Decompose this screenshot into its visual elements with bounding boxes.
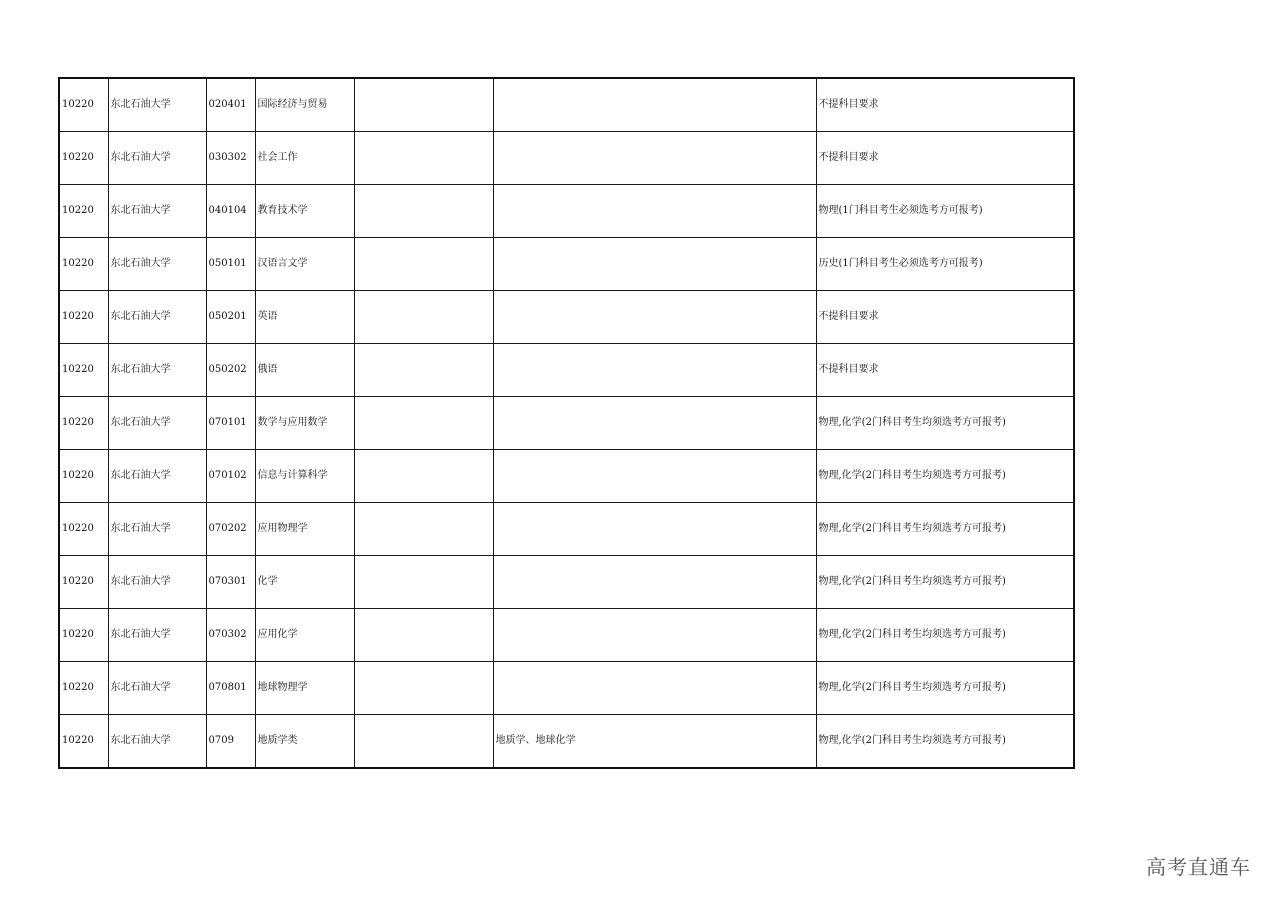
table-row: [59, 662, 1074, 715]
note-cell: [354, 397, 493, 450]
includes-cell: [493, 185, 816, 238]
table-row: [59, 78, 1074, 132]
school-code-cell: 10220: [59, 238, 108, 291]
major-code-cell: 070202: [206, 503, 255, 556]
note-cell: [354, 450, 493, 503]
school-code-cell: 10220: [59, 662, 108, 715]
school-name-cell: 东北石油大学: [108, 715, 206, 769]
school-code-cell: 10220: [59, 556, 108, 609]
table-row: [59, 132, 1074, 185]
requirement-cell: 物理,化学(2门科目考生均须选考方可报考): [816, 715, 1074, 769]
note-cell: [354, 78, 493, 132]
major-name-cell: 地质学类: [255, 715, 354, 769]
major-code-cell: 030302: [206, 132, 255, 185]
major-name-cell: 地球物理学: [255, 662, 354, 715]
major-name-cell: 化学: [255, 556, 354, 609]
note-cell: [354, 715, 493, 769]
note-cell: [354, 503, 493, 556]
note-cell: [354, 132, 493, 185]
major-name-cell: 教育技术学: [255, 185, 354, 238]
school-code-cell: 10220: [59, 344, 108, 397]
school-name-cell: 东北石油大学: [108, 185, 206, 238]
school-code-cell: 10220: [59, 609, 108, 662]
school-name-cell: 东北石油大学: [108, 609, 206, 662]
includes-cell: [493, 291, 816, 344]
note-cell: [354, 185, 493, 238]
includes-cell: [493, 238, 816, 291]
major-code-cell: 070801: [206, 662, 255, 715]
school-code-cell: 10220: [59, 185, 108, 238]
includes-cell: [493, 344, 816, 397]
requirement-cell: 不提科目要求: [816, 132, 1074, 185]
major-name-cell: 应用化学: [255, 609, 354, 662]
school-code-cell: 10220: [59, 715, 108, 769]
major-code-cell: 040104: [206, 185, 255, 238]
note-cell: [354, 238, 493, 291]
requirement-cell: 物理,化学(2门科目考生均须选考方可报考): [816, 503, 1074, 556]
major-name-cell: 应用物理学: [255, 503, 354, 556]
major-code-cell: 020401: [206, 78, 255, 132]
includes-cell: [493, 609, 816, 662]
requirement-cell: 物理,化学(2门科目考生均须选考方可报考): [816, 450, 1074, 503]
includes-cell: 地质学、地球化学: [493, 715, 816, 769]
table-row: [59, 715, 1074, 769]
school-code-cell: 10220: [59, 78, 108, 132]
subject-requirement-table: [58, 77, 1075, 769]
requirement-cell: 物理(1门科目考生必须选考方可报考): [816, 185, 1074, 238]
school-name-cell: 东北石油大学: [108, 662, 206, 715]
requirement-cell: 物理,化学(2门科目考生均须选考方可报考): [816, 556, 1074, 609]
table-row: [59, 344, 1074, 397]
major-name-cell: 汉语言文学: [255, 238, 354, 291]
includes-cell: [493, 503, 816, 556]
school-name-cell: 东北石油大学: [108, 78, 206, 132]
school-name-cell: 东北石油大学: [108, 344, 206, 397]
major-code-cell: 0709: [206, 715, 255, 769]
major-code-cell: 070301: [206, 556, 255, 609]
school-name-cell: 东北石油大学: [108, 238, 206, 291]
requirement-cell: 物理,化学(2门科目考生均须选考方可报考): [816, 609, 1074, 662]
requirement-cell: 物理,化学(2门科目考生均须选考方可报考): [816, 662, 1074, 715]
requirement-cell: 不提科目要求: [816, 291, 1074, 344]
major-code-cell: 050202: [206, 344, 255, 397]
table-row: [59, 291, 1074, 344]
table-row: [59, 397, 1074, 450]
table-row: [59, 556, 1074, 609]
note-cell: [354, 662, 493, 715]
includes-cell: [493, 397, 816, 450]
note-cell: [354, 291, 493, 344]
requirement-cell: 不提科目要求: [816, 344, 1074, 397]
major-code-cell: 070102: [206, 450, 255, 503]
table-body: [59, 78, 1074, 768]
major-code-cell: 050201: [206, 291, 255, 344]
table-row: [59, 450, 1074, 503]
school-name-cell: 东北石油大学: [108, 450, 206, 503]
watermark-text: 高考直通车: [1146, 855, 1251, 879]
table-row: [59, 185, 1074, 238]
school-name-cell: 东北石油大学: [108, 556, 206, 609]
includes-cell: [493, 132, 816, 185]
school-name-cell: 东北石油大学: [108, 291, 206, 344]
school-code-cell: 10220: [59, 503, 108, 556]
major-name-cell: 俄语: [255, 344, 354, 397]
includes-cell: [493, 556, 816, 609]
major-name-cell: 社会工作: [255, 132, 354, 185]
school-code-cell: 10220: [59, 450, 108, 503]
requirement-cell: 不提科目要求: [816, 78, 1074, 132]
school-name-cell: 东北石油大学: [108, 397, 206, 450]
requirement-cell: 物理,化学(2门科目考生均须选考方可报考): [816, 397, 1074, 450]
major-name-cell: 数学与应用数学: [255, 397, 354, 450]
includes-cell: [493, 662, 816, 715]
school-code-cell: 10220: [59, 291, 108, 344]
major-name-cell: 英语: [255, 291, 354, 344]
major-code-cell: 070101: [206, 397, 255, 450]
note-cell: [354, 609, 493, 662]
school-name-cell: 东北石油大学: [108, 503, 206, 556]
includes-cell: [493, 78, 816, 132]
major-code-cell: 070302: [206, 609, 255, 662]
note-cell: [354, 344, 493, 397]
major-name-cell: 国际经济与贸易: [255, 78, 354, 132]
major-code-cell: 050101: [206, 238, 255, 291]
note-cell: [354, 556, 493, 609]
school-name-cell: 东北石油大学: [108, 132, 206, 185]
includes-cell: [493, 450, 816, 503]
requirement-cell: 历史(1门科目考生必须选考方可报考): [816, 238, 1074, 291]
table-row: [59, 503, 1074, 556]
table-row: [59, 609, 1074, 662]
table-row: [59, 238, 1074, 291]
school-code-cell: 10220: [59, 397, 108, 450]
school-code-cell: 10220: [59, 132, 108, 185]
major-name-cell: 信息与计算科学: [255, 450, 354, 503]
